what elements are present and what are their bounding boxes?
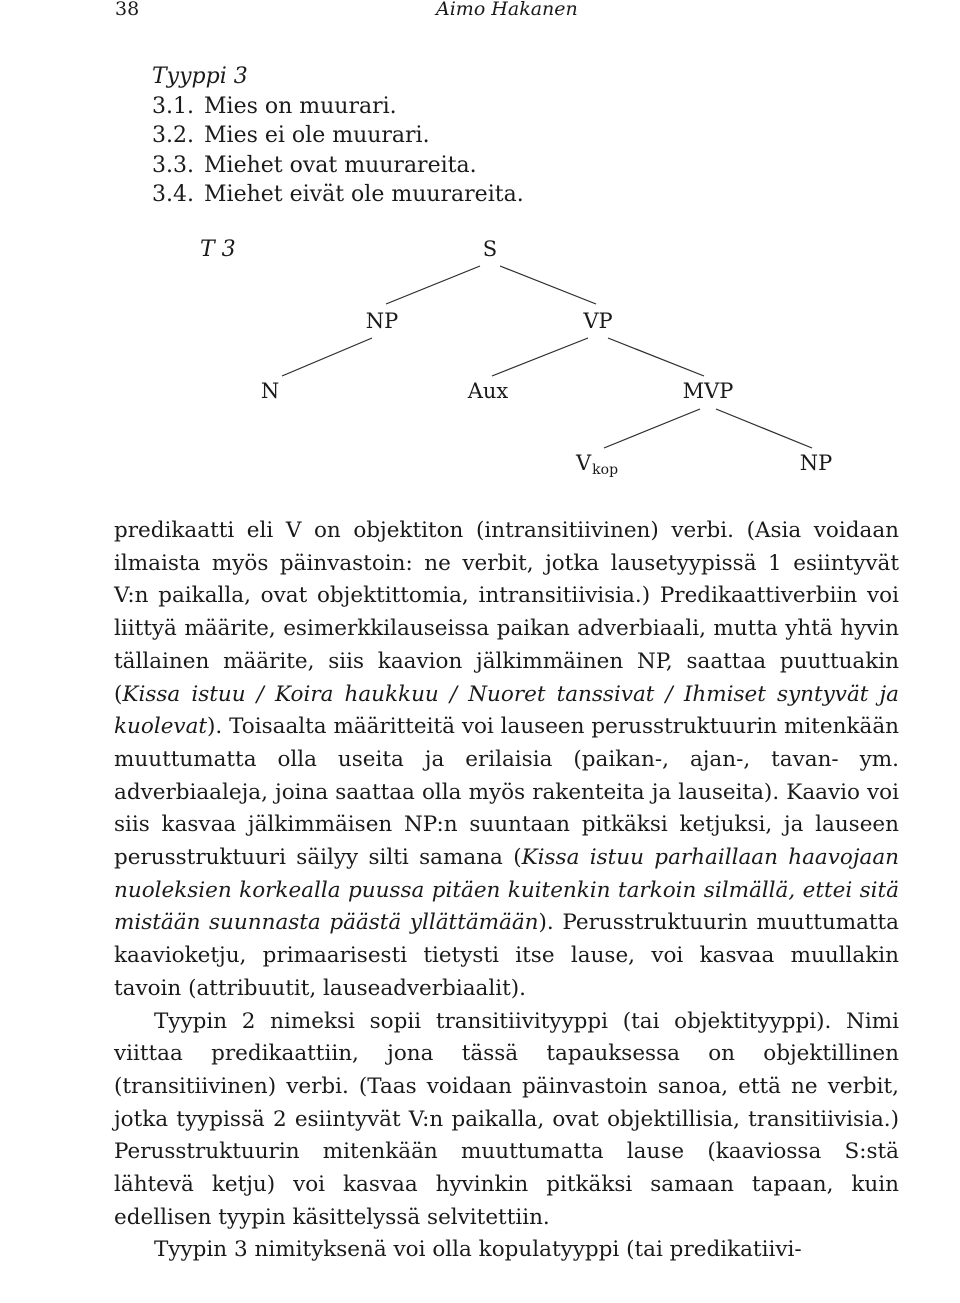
text-run: predikaatti eli V on objektiton (intransitiivinen) verbi. (Asia voidaan ilmaista myös päinvastoin: ne verbit, jotka lausetyypissä 1 esiintyvät V:n paikalla, ovat objektittomia, intransitiivisia.) Predikaattiverbiin voi liittyä määrite, esimerkkilauseissa paikan adverbiaali, mutta yhtä hyvin tällainen määrite, siis kaavion jälkimmäinen NP, saattaa puuttuakin ( (114, 518, 899, 707)
example-text: Mies on muurari. (204, 93, 397, 119)
example-number: 3.1. (152, 93, 194, 119)
tree-label: T 3 (200, 237, 236, 262)
italic-example: Kissa istuu parhaillaan haavojaan nuoleksien korkealla puussa pitäen kuitenkin tarkoin silmällä, ettei sitä mistään suunnasta päästä yllättämään (114, 845, 899, 936)
edge-s-np (386, 266, 480, 304)
node-vp: VP (583, 309, 613, 333)
running-head-author: Aimo Hakanen (436, 0, 578, 20)
example-number: 3.3. (152, 152, 194, 178)
node-v-kop (575, 451, 618, 478)
node-mvp: MVP (682, 379, 734, 403)
edge-vp-mvp (608, 338, 704, 376)
node-s: S (482, 237, 498, 261)
edge-vp-aux (492, 338, 588, 376)
example-title: Tyyppi 3 (152, 64, 248, 89)
example-text: Mies ei ole muurari. (204, 123, 430, 148)
text-run: ). Perusstruktuurin muuttumatta kaavioketju, primaarisesti tietysti itse lause, voi kasvaa muullakin tavoin (attribuutit, lauseadverbiaalit). (114, 910, 900, 1001)
example-number: 3.4. (152, 182, 194, 207)
page-number: 38 (115, 0, 140, 20)
italic-example: Kissa istuu / Koira haukkuu / Nuoret tanssivat / Ihmiset syntyvät ja kuolevat (114, 681, 899, 740)
paragraph: Tyypin 2 nimeksi sopii transitiivityyppi (tai objektityyppi). Nimi viittaa predikaattiin, jona tässä tapauksessa on objektillinen (transitiivinen) verbi. (Taas voidaan päinvastoin sanoa, että ne verbit, jotka tyypissä 2 esiintyvät V:n paikalla, ovat objektillisia, transitiivisia.) Perusstruktuurin mitenkään muuttumatta lause (kaaviossa S:stä lähtevä ketju) voi kasvaa hyvinkin pitkäksi samaan tapaan, kuin edellisen tyypin käsittelyssä selvitettiin. (114, 1008, 899, 1230)
example-text: Miehet eivät ole muurareita. (204, 182, 524, 207)
text-run: ). Toisaalta määritteitä voi lauseen perusstruktuurin mitenkään muuttumatta olla useita ja erilaisia (paikan-, ajan-, tavan- ym. adverbiaaleja, joina saattaa olla myös rakenteita ja lauseita). Kaavio voi siis kasvaa jälkimmäisen NP:n suuntaan pitkäksi ketjuksi, ja lauseen perusstruktuuri säilyy silti samana ( (114, 714, 899, 871)
example-text: Miehet ovat muurareita. (204, 152, 477, 178)
node-np2: NP (799, 451, 833, 475)
edge-np-n (282, 338, 372, 376)
node-aux: Aux (467, 379, 509, 403)
syntax-tree (0, 0, 960, 500)
edge-mvp-v (604, 409, 700, 448)
paragraph (114, 515, 899, 1006)
edge-mvp-np (716, 409, 812, 448)
paragraph: Tyypin 3 nimityksenä voi olla kopulatyyppi (tai predikatiivi- (154, 1237, 802, 1263)
node-np: NP (365, 309, 399, 333)
node-v-subscript: kop (592, 462, 619, 478)
body-text (114, 515, 899, 1267)
node-n: N (260, 379, 280, 403)
edge-s-vp (500, 266, 596, 304)
node-v: V (576, 451, 592, 475)
example-number: 3.2. (152, 123, 194, 148)
